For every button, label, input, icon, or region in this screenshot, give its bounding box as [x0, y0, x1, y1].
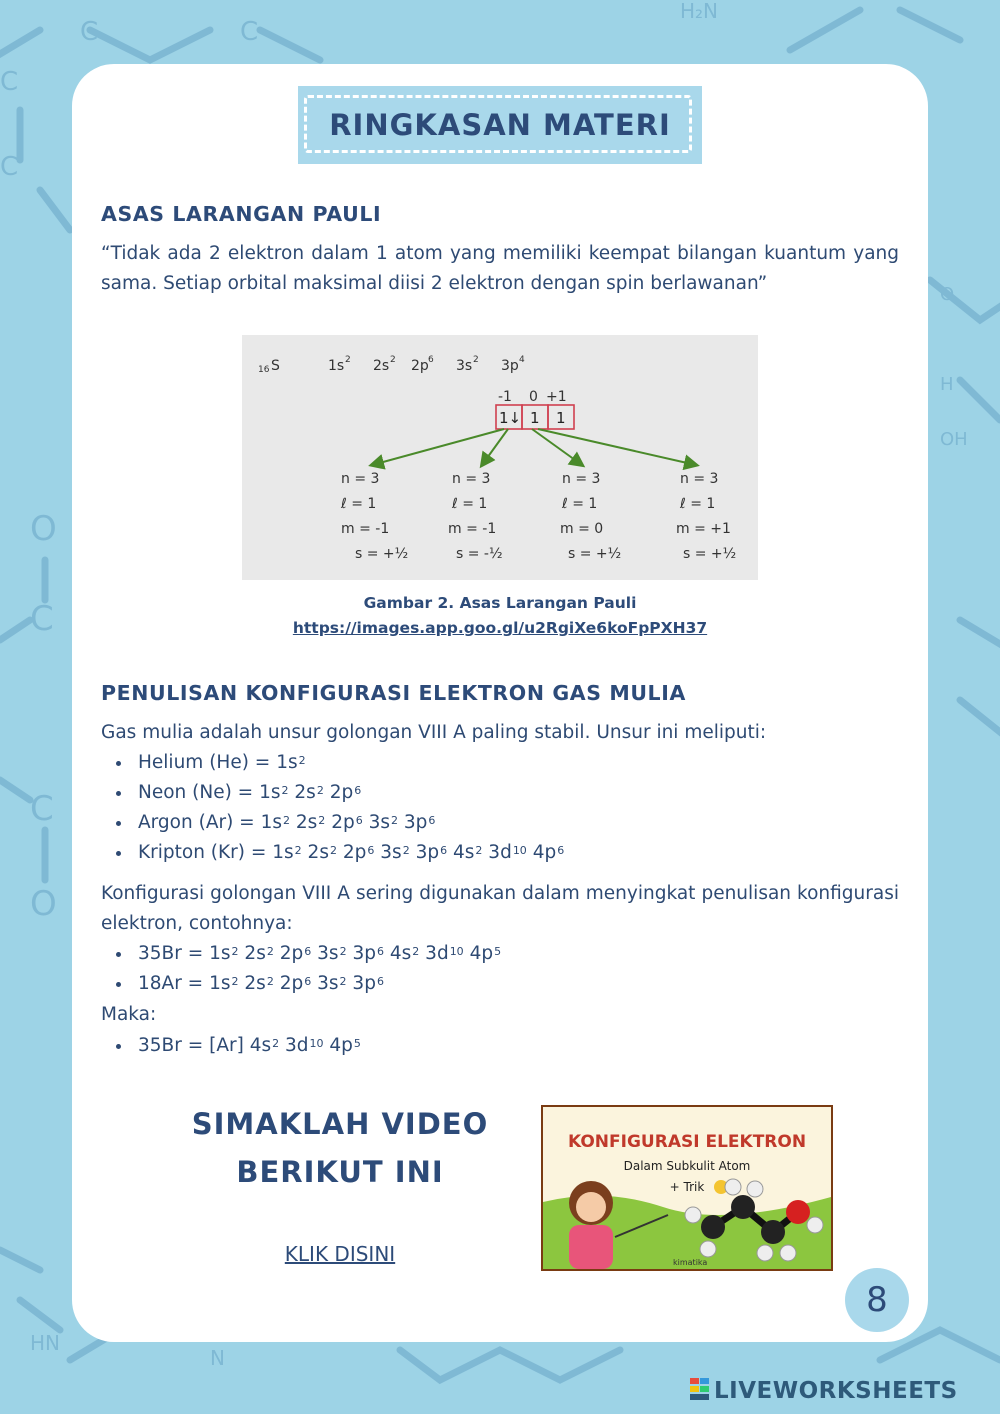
quantum-n: n = 3: [341, 471, 380, 487]
config-superscript: 2: [294, 844, 302, 857]
config-term: 4p: [469, 943, 494, 964]
element-symbol: S: [271, 358, 280, 374]
config-term: 3p: [352, 973, 376, 994]
maka-label: Maka:: [101, 1004, 157, 1025]
config-superscript: 2: [316, 784, 324, 797]
config-term: 3d: [425, 943, 449, 964]
svg-text:C: C: [0, 152, 19, 182]
config-term: 2s: [373, 358, 390, 374]
config-superscript: 2: [329, 844, 337, 857]
quantum-m: m = 0: [560, 521, 604, 537]
config-superscript: 6: [557, 844, 565, 857]
quantum-s: s = -½: [456, 546, 503, 562]
config-superscript: 2: [266, 975, 274, 988]
config-term: 3d: [488, 842, 512, 863]
ml-label: 0: [529, 389, 538, 405]
thumb-subtitle: Dalam Subkulit Atom: [623, 1159, 751, 1173]
figure-caption: Gambar 2. Asas Larangan Pauli: [363, 594, 637, 612]
liveworksheets-text: LIVEWORKSHEETS: [714, 1378, 958, 1404]
config-term: 3p: [403, 812, 428, 833]
quantum-m: m = +1: [676, 521, 731, 537]
config-superscript: 6: [440, 844, 448, 857]
list-item: [101, 1031, 361, 1061]
svg-text:O: O: [30, 884, 57, 924]
config-sup: 2: [345, 355, 351, 365]
config-superscript: 2: [272, 1037, 280, 1050]
svg-text:H₂N: H₂N: [680, 0, 719, 23]
config-term: 3s: [368, 812, 391, 833]
page-title: RINGKASAN MATERI: [329, 108, 671, 142]
pauli-diagram: [242, 335, 758, 580]
config-superscript: 2: [391, 814, 399, 827]
svg-text:H: H: [940, 374, 954, 395]
svg-text:C: C: [80, 17, 99, 47]
figure-source-link[interactable]: https://images.app.goo.gl/u2RgiXe6koFpPXH37: [292, 619, 708, 637]
ml-label: +1: [546, 389, 567, 405]
liveworksheets-logo: [690, 1378, 958, 1404]
svg-text:C: C: [240, 17, 259, 47]
config-term: 2p: [331, 812, 355, 833]
quantum-n: n = 3: [452, 471, 491, 487]
video-heading-line1: SIMAKLAH VIDEO: [191, 1107, 489, 1141]
config-superscript: 6: [304, 945, 312, 958]
config-term: 4s: [389, 943, 412, 964]
list-item: [101, 808, 564, 838]
list-item-label: 35Br =: [138, 943, 210, 964]
svg-text:C: C: [30, 789, 54, 829]
svg-text:C: C: [0, 67, 19, 97]
noble-gas-list: [101, 748, 564, 868]
config-term: 2s: [295, 812, 318, 833]
thumb-title: KONFIGURASI ELEKTRON: [567, 1132, 807, 1152]
config-term: 1s: [259, 782, 281, 803]
quantum-l: ℓ = 1: [562, 496, 598, 512]
config-superscript: 2: [339, 945, 347, 958]
config-sup: 2: [390, 355, 396, 365]
config-term: 1s: [209, 943, 231, 964]
result-list: [101, 1031, 361, 1061]
element-subscript: 16: [258, 365, 270, 375]
quantum-l: ℓ = 1: [680, 496, 716, 512]
list-item: [101, 838, 564, 868]
config-superscript: 6: [304, 975, 312, 988]
config-term: 1s: [209, 973, 231, 994]
config-term: 1s: [276, 752, 298, 773]
config-term: 1s: [260, 812, 282, 833]
config-superscript: 6: [376, 975, 384, 988]
config-superscript: 6: [367, 844, 375, 857]
quantum-l: ℓ = 1: [341, 496, 377, 512]
svg-text:HN: HN: [30, 1331, 60, 1355]
quantum-m: m = -1: [448, 521, 497, 537]
config-superscript: 5: [353, 1037, 361, 1050]
svg-text:C: C: [30, 599, 54, 639]
svg-text:OH: OH: [940, 429, 968, 450]
config-term: 3d: [285, 1035, 309, 1056]
quantum-l: ℓ = 1: [452, 496, 488, 512]
config-term: 4s: [249, 1035, 272, 1056]
list-item-label: Argon (Ar) =: [138, 812, 261, 833]
quantum-n: n = 3: [680, 471, 719, 487]
heading-noble-gas: PENULISAN KONFIGURASI ELEKTRON GAS MULIA: [101, 681, 686, 705]
config-term: 1s: [328, 358, 345, 374]
config-term: 3p: [415, 842, 440, 863]
noble-gas-intro: Gas mulia adalah unsur golongan VIII A paling stabil. Unsur ini meliputi:: [101, 722, 767, 743]
config-term: 2p: [279, 943, 304, 964]
config-term: 1s: [272, 842, 294, 863]
config-term: 2s: [294, 782, 316, 803]
quantum-s: s = +½: [683, 546, 737, 562]
config-sup: 6: [428, 355, 434, 365]
quantum-s: s = +½: [568, 546, 622, 562]
config-superscript: 6: [355, 814, 363, 827]
list-item-label: 18Ar =: [138, 973, 210, 994]
config-term: 3s: [380, 842, 402, 863]
config-superscript: 2: [282, 814, 290, 827]
list-item-label: Helium (He) =: [138, 752, 277, 773]
shorthand-paragraph: Konfigurasi golongan VIII A sering digunakan dalam menyingkat penulisan konfigurasi elektron, contohnya:: [101, 883, 899, 934]
pauli-arrows: [372, 429, 696, 465]
liveworksheets-icon: [690, 1378, 710, 1400]
orbital-box-3: 1: [556, 409, 566, 427]
config-sup: 2: [473, 355, 479, 365]
list-item-label: Kripton (Kr) =: [138, 842, 273, 863]
config-term: 3s: [317, 943, 339, 964]
config-term: 3p: [352, 943, 376, 964]
svg-text:O: O: [30, 509, 57, 549]
config-term: 2p: [411, 358, 429, 374]
config-sup: 4: [519, 355, 525, 365]
video-heading-line2: BERIKUT INI: [236, 1155, 444, 1189]
config-superscript: 10: [512, 844, 527, 857]
config-term: 3s: [456, 358, 473, 374]
ml-label: -1: [498, 389, 512, 405]
quantum-n: n = 3: [562, 471, 601, 487]
quantum-s: s = +½: [355, 546, 409, 562]
thumbnail-art: [543, 1107, 831, 1269]
list-item: [101, 778, 564, 808]
thumb-trik: + Trik: [669, 1180, 705, 1194]
list-item: [101, 748, 564, 778]
config-term: 2s: [244, 973, 266, 994]
svg-text:N: N: [210, 1346, 225, 1370]
config-superscript: 6: [354, 784, 362, 797]
config-superscript: 2: [318, 814, 326, 827]
orbital-box-1: 1↓: [499, 409, 522, 427]
config-term: 2p: [329, 782, 354, 803]
config-superscript: 2: [412, 945, 420, 958]
config-superscript: 2: [231, 975, 239, 988]
list-item-label: 35Br = [Ar]: [138, 1035, 250, 1056]
config-superscript: 2: [298, 754, 306, 767]
list-item-label: Neon (Ne) =: [138, 782, 260, 803]
config-superscript: 2: [402, 844, 410, 857]
config-superscript: 2: [475, 844, 483, 857]
config-term: 3p: [501, 358, 519, 374]
click-here-link[interactable]: KLIK DISINI: [284, 1242, 396, 1266]
quantum-m: m = -1: [341, 521, 390, 537]
thumb-credit: kimatika: [673, 1258, 708, 1267]
config-superscript: 6: [376, 945, 384, 958]
page-number: 8: [845, 1268, 909, 1332]
list-item: [101, 939, 501, 969]
config-term: 2s: [307, 842, 329, 863]
example-list: [101, 939, 501, 999]
video-thumbnail[interactable]: [541, 1105, 833, 1271]
pauli-quote: “Tidak ada 2 elektron dalam 1 atom yang memiliki keempat bilangan kuantum yang sama. Setiap orbital maksimal diisi 2 elektron dengan spin berlawanan”: [101, 243, 899, 294]
config-term: 2s: [244, 943, 266, 964]
config-superscript: 2: [231, 945, 239, 958]
config-term: 4s: [452, 842, 475, 863]
config-superscript: 2: [266, 945, 274, 958]
config-superscript: 6: [428, 814, 436, 827]
list-item: [101, 969, 501, 999]
config-superscript: 10: [309, 1037, 324, 1050]
pauli-figure: [242, 335, 758, 580]
config-term: 3s: [317, 973, 339, 994]
config-superscript: 5: [494, 945, 502, 958]
config-term: 4p: [329, 1035, 353, 1056]
config-term: 2p: [279, 973, 304, 994]
svg-text:O: O: [940, 284, 955, 305]
config-term: 4p: [532, 842, 557, 863]
config-superscript: 2: [339, 975, 347, 988]
config-superscript: 10: [449, 945, 464, 958]
config-term: 2p: [342, 842, 367, 863]
orbital-box-2: 1: [530, 409, 540, 427]
config-superscript: 2: [281, 784, 289, 797]
heading-pauli: ASAS LARANGAN PAULI: [101, 202, 382, 226]
